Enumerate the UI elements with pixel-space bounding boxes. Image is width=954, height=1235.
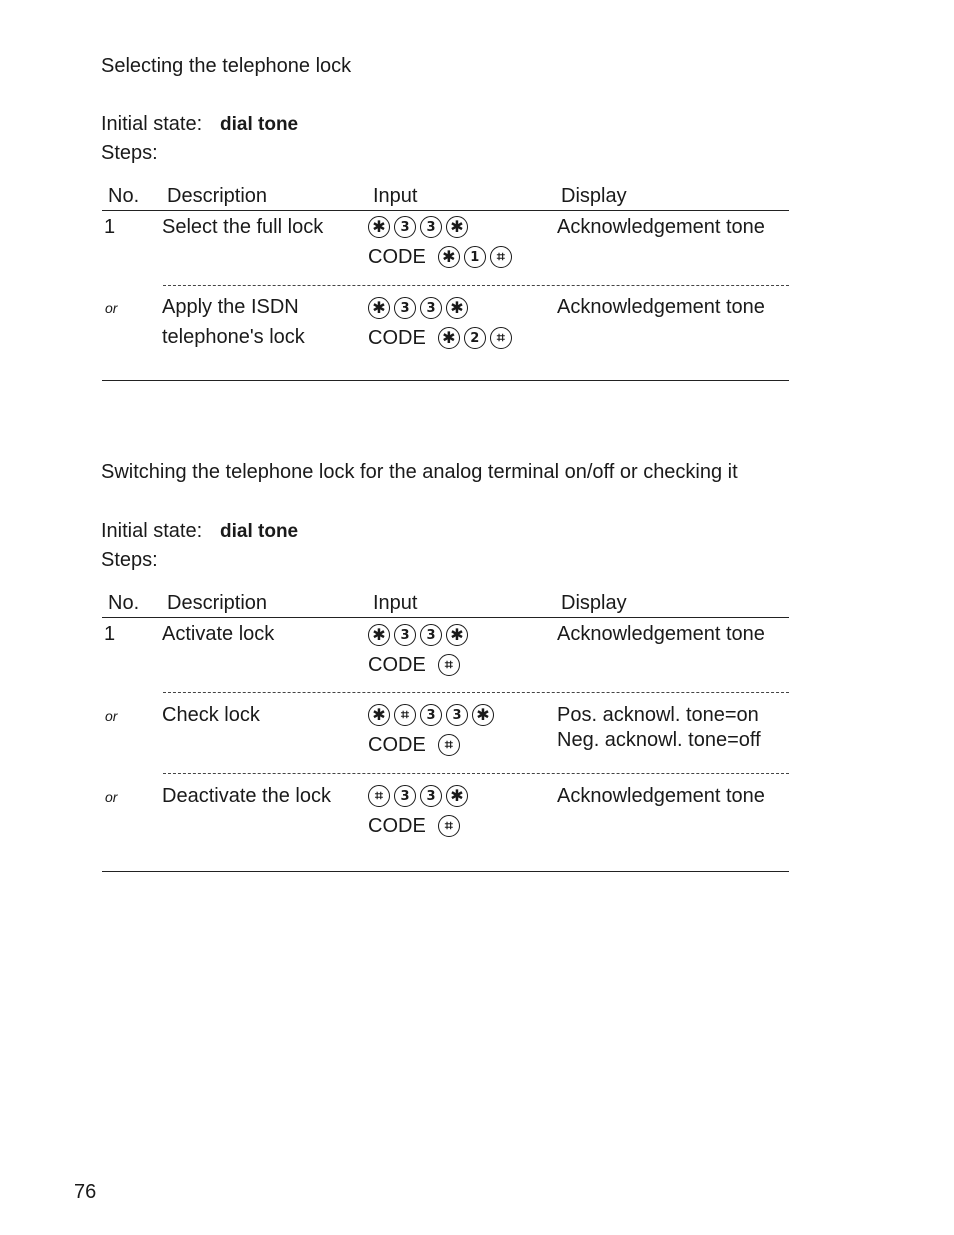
section2-row2-display-line1: Pos. acknowl. tone=on — [557, 704, 759, 726]
digit-3-key-icon: 3 — [394, 216, 416, 238]
section1-title: Selecting the telephone lock — [101, 55, 352, 77]
digit-3-key-icon: 3 — [420, 297, 442, 319]
section1-row2-input-keys — [368, 296, 468, 320]
section1-row2-description-line2: telephone's lock — [162, 326, 305, 348]
hash-key-icon: ⌗ — [394, 704, 416, 726]
code-label: CODE — [368, 814, 426, 837]
section2-row3-or: or — [105, 789, 118, 805]
section2-row2-display-line2: Neg. acknowl. tone=off — [557, 729, 761, 751]
section2-row2-description: Check lock — [162, 704, 260, 726]
section2-col-no: No. — [108, 592, 140, 614]
section1-row1-code-line — [368, 245, 512, 269]
digit-3-key-icon: 3 — [394, 297, 416, 319]
section1-col-no: No. — [108, 185, 140, 207]
star-key-icon: ✱ — [446, 624, 468, 646]
section2-initial-state-value: dial tone — [220, 521, 299, 542]
section2-row3-input-keys — [368, 784, 468, 808]
section1-col-input: Input — [373, 185, 418, 207]
section2-header-rule — [102, 617, 789, 618]
digit-1-key-icon: 1 — [464, 246, 486, 268]
section2-row1-code-line — [368, 653, 460, 677]
section2-row-divider — [163, 773, 789, 774]
digit-2-key-icon: 2 — [464, 327, 486, 349]
section2-steps-label: Steps: — [101, 549, 158, 571]
star-key-icon: ✱ — [472, 704, 494, 726]
section2-row-divider — [163, 692, 789, 693]
digit-3-key-icon: 3 — [446, 704, 468, 726]
section2-col-description: Description — [167, 592, 268, 614]
section2-row2-input-keys — [368, 703, 494, 727]
star-key-icon: ✱ — [368, 297, 390, 319]
hash-key-icon: ⌗ — [438, 654, 460, 676]
section1-row2-code-line — [368, 326, 512, 350]
section1-steps-label: Steps: — [101, 142, 158, 164]
section2-row1-display: Acknowledgement tone — [557, 623, 765, 645]
star-key-icon: ✱ — [446, 216, 468, 238]
code-label: CODE — [368, 653, 426, 676]
hash-key-icon: ⌗ — [438, 734, 460, 756]
section2-row1-no: 1 — [104, 623, 116, 645]
section2-initial-state-label: Initial state: — [101, 520, 203, 542]
section2-row3-display: Acknowledgement tone — [557, 785, 765, 807]
star-key-icon: ✱ — [438, 246, 460, 268]
section1-row1-no: 1 — [104, 216, 116, 238]
section1-col-description: Description — [167, 185, 268, 207]
star-key-icon: ✱ — [368, 704, 390, 726]
hash-key-icon: ⌗ — [368, 785, 390, 807]
digit-3-key-icon: 3 — [394, 624, 416, 646]
code-label: CODE — [368, 245, 426, 268]
section2-col-display: Display — [561, 592, 627, 614]
section2-row2-or: or — [105, 708, 118, 724]
section1-initial-state-label: Initial state: — [101, 113, 203, 135]
digit-3-key-icon: 3 — [420, 624, 442, 646]
section2-row1-description: Activate lock — [162, 623, 275, 645]
star-key-icon: ✱ — [446, 785, 468, 807]
star-key-icon: ✱ — [368, 216, 390, 238]
section1-row1-description: Select the full lock — [162, 216, 324, 238]
section1-header-rule — [102, 210, 789, 211]
section1-col-display: Display — [561, 185, 627, 207]
section2-bottom-rule — [102, 871, 789, 872]
digit-3-key-icon: 3 — [420, 216, 442, 238]
hash-key-icon: ⌗ — [438, 815, 460, 837]
hash-key-icon: ⌗ — [490, 246, 512, 268]
section2-title: Switching the telephone lock for the analog terminal on/off or checking it — [101, 461, 738, 483]
star-key-icon: ✱ — [368, 624, 390, 646]
star-key-icon: ✱ — [446, 297, 468, 319]
section2-row3-code-line — [368, 814, 460, 838]
section1-row2-display: Acknowledgement tone — [557, 296, 765, 318]
section1-row2-or: or — [105, 300, 118, 316]
code-label: CODE — [368, 733, 426, 756]
digit-3-key-icon: 3 — [394, 785, 416, 807]
section1-initial-state-value: dial tone — [220, 114, 299, 135]
hash-key-icon: ⌗ — [490, 327, 512, 349]
section2-col-input: Input — [373, 592, 418, 614]
page-number: 76 — [74, 1181, 97, 1203]
section1-bottom-rule — [102, 380, 789, 381]
section1-row-divider — [163, 285, 789, 286]
section2-row2-code-line — [368, 733, 460, 757]
section2-row1-input-keys — [368, 623, 468, 647]
section1-row1-input-keys — [368, 215, 468, 239]
section2-row3-description: Deactivate the lock — [162, 785, 331, 807]
digit-3-key-icon: 3 — [420, 785, 442, 807]
digit-3-key-icon: 3 — [420, 704, 442, 726]
code-label: CODE — [368, 326, 426, 349]
star-key-icon: ✱ — [438, 327, 460, 349]
section1-row2-description-line1: Apply the ISDN — [162, 296, 299, 318]
section1-row1-display: Acknowledgement tone — [557, 216, 765, 238]
